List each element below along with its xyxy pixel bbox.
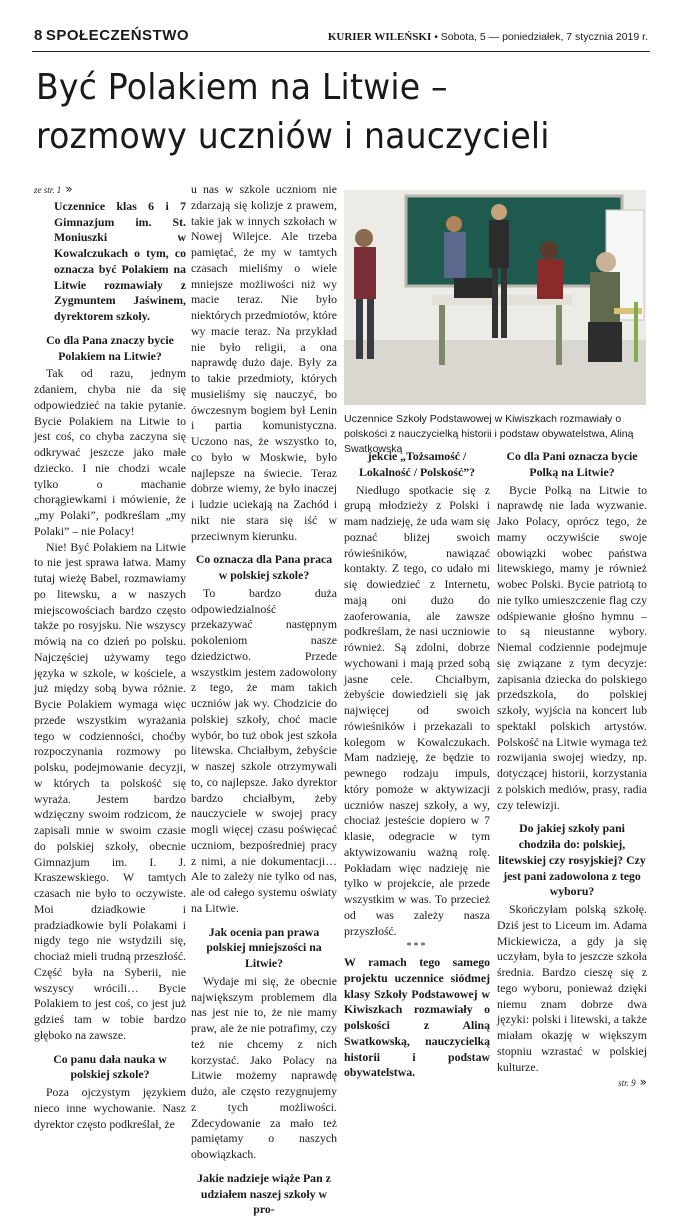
page-header: [34, 27, 648, 49]
section-name: SPOŁECZEŃSTWO: [45, 27, 190, 44]
header-rule: [32, 51, 650, 52]
paragraph: Skończyłam polską szkołę. Dziś jest to Liceum im. Adama Mickiewicza, a gdy ja się uczyłam, była to jeszcze szkoła średnia. Bardzo cieszę się z tego wyboru, ponieważ dzięki niemu znam dobrze dwa języki: polski i litewski, a także miałam okazję w większym stopniu wzrastać w polskiej kulturze.: [497, 902, 647, 1074]
paper-name: KURIER WILEŃSKI: [327, 31, 432, 43]
paragraph: To bardzo duża odpowiedzialność przekazywać następnym pokoleniom nasze dziedzictwo. Przede wszystkim jestem zadowolony z tego, że mam takich uczniów jak wy. Chodzicie do polskiej szkoły, choć macie wybór, bo tuż obok jest szkoła litewska. Chciałbym, żebyście w naszej szkole otrzymywali to, co najlepsze. Jako dyrektor bardzo chciałbym, żeby nauczyciele w swojej pracy mogli więcej czasu poświęcać uczniom, bezpośredniej pracy z nimi, a nie dokumentacji… Ale to zależy nie tylko od nas, ale od całego systemu oświaty na Litwie.: [191, 585, 337, 915]
photo-caption: Uczennice Szkoły Podstawowej w Kiwiszkach rozmawiały o polskości z nauczycielką historii i podstaw obywatelstwa, Aliną Swatkowską: [344, 413, 634, 455]
section-label: [34, 27, 189, 44]
continued-to-text: str. 9: [618, 1078, 636, 1089]
continued-from: [34, 182, 186, 199]
question-heading: Do jakiej szkoły pani chodziła do: polskiej, litewskiej czy rosyjskiej? Czy jest pani zadowolona z tego wyboru?: [498, 821, 646, 899]
headline-line-1: Być Polakiem na Litwie –: [36, 67, 448, 108]
classroom-photo: [344, 190, 646, 405]
question-heading: Co dla Pana znaczy bycie Polakiem na Litwie?: [46, 332, 174, 363]
paragraph: Wydaje mi się, że obecnie największym problemem dla nas jest nie to, że nie mamy praw, ale że nie potrafimy, czy też nie chcemy z nich korzystać. Jako Polacy na Litwie możemy naprawdę dużo, ale często rezygnujemy z tych możliwości. Zdecydowanie za mało też pamiętamy o naszych obowiązkach.: [191, 973, 337, 1161]
continued-from-text: ze str. 1: [34, 185, 62, 195]
chevron-right-icon: »: [65, 182, 73, 196]
paragraph: Bycie Polką na Litwie to naprawdę nie lada wyzwanie. Jako Polacy, oprócz tego, że mamy oczywiście swoje obowiązki wobec państwa litewskiego, mamy je również wobec Polski. Bycie patriotą to nie tylko umieszczenie flag czy odśpiewanie głośno hymnu – to są nieustanne wybory. Niemal codziennie podejmuje się związane z tym decyzje: zapisania dziecka do polskiego przedszkola, do polskiej szkoły, wyjścia na koncert lub spektakl polskich artystów. Polskość na Litwie wymaga też rozwijania swojej wiedzy, np. dotyczącej historii, korzystania z polskich mediów, prasy, radia czy telewizji.: [497, 482, 647, 812]
classroom-photo-illustration: [344, 190, 646, 405]
separator: ***: [406, 941, 428, 953]
issue-line: [328, 31, 648, 43]
paragraph: Poza ojczystym językiem nieco inne wychowanie. Nasz dyrektor często podkreślał, że: [34, 1085, 186, 1131]
headline: [36, 63, 606, 161]
article-column-4: [497, 449, 647, 1092]
paragraph: Niedługo spotkacie się z grupą młodzieży z Polski i mam nadzieję, że uda wam się poznać bliżej swoich rówieśników, nawiązać kontakty. Z tego, co udało mi się dowiedzieć z Internetu, mają oni dużo do zaoferowania, ale zawsze podkreślam, że nasi uczniowie również. Są zdolni, dobrze wychowani i mają przed sobą jasne cele. Chciałbym, żebyście dowiedzieli się jak najwięcej od swoich rówieśników i przekazali to kolegom w Kowalczukach. Mam nadzieję, że będzie to pewnego rodzaju impuls, który pomoże w aktywizacji uczniów naszej szkoły, a wy, chociaż jesteście dopiero w 7 klasie, odegracie w tym aktywizowaniu ważną rolę. Pokładam więc nadzieję nie tylko w projekcie, ale przede wszystkim w was. To przecież od was zależy nasza przyszłość.: [344, 482, 490, 938]
paragraph: u nas w szkole uczniom nie zdarzają się kolizje z prawem, takie jak w innych szkołach w Nowej Wilejce. Ale trzeba pamiętać, że my w tamtych czasach mieliśmy o wiele mniejsze możliwości niż wy macie teraz. Nie było niektórych przedmiotów, które wy macie teraz. Na przykład nie było religii, a ona naprawdę dużo daje. Były za to takie przedmioty, których musieliśmy się nauczyć, bo ówczesnym bogiem był Lenin i partia komunistyczna. Uczono nas, że wszystko to, co było w Moskwie, było najlepsze na świecie. Teraz dobrze wiemy, że było inaczej i ludzie uciekają na Zachód i nikt nie stara się iść w przeciwnym kierunku.: [191, 182, 337, 543]
article-column-2: [191, 182, 337, 1220]
paragraph: Tak od razu, jednym zdaniem, chyba nie da się odpowiedzieć na takie pytanie. Bycie Polakiem na Litwie to jest coś, co chyba zaczyna się odkrywać jeszcze jako małe dziecko. I nie chodzi wcale tylko o machanie chorągiewkami i mówienie, że „my Polaki”, podkreślam „my Polaki” – nie Polacy!: [34, 366, 186, 538]
question-heading: Co panu dała nauka w polskiej szkole?: [53, 1051, 167, 1082]
issue-date: • Sobota, 5 — poniedziałek, 7 stycznia 2019 r.: [434, 31, 648, 43]
question-heading: jekcie „Tożsamość / Lokalność / Polskość”?: [358, 449, 476, 479]
question-heading: Jak ocenia pan prawa polskiej mniejszości na Litwie?: [206, 924, 322, 970]
question-heading: Jakie nadzieje wiąże Pan z udziałem naszej szkoły w pro-: [197, 1170, 331, 1217]
headline-line-2: rozmowy uczniów i nauczycieli: [36, 116, 550, 157]
article-column-1: [34, 182, 186, 1132]
page-number: 8: [34, 27, 43, 44]
article-column-3: [344, 449, 490, 1081]
chevron-right-icon: »: [639, 1075, 647, 1090]
paragraph: Nie! Być Polakiem na Litwie to nie jest sprawa łatwa. Mamy tutaj wieżę Babel, rozmawiamy po litewsku, a w naszych miejscowościach bardzo często także po rosyjsku. Nie wszyscy mówią na co dzień po polsku. Najczęściej używamy tego języka w szkole, w kościele, a już między sobą bywa różnie. Bycie Polakiem wymaga więc przede wszystkim wyrażania tego w codzienności, choćby rozpoczynania rozmowy po polsku, podejmowanie decyzji, w których ta polskość się wyraża. Jestem bardzo wdzięczny swoim rodzicom, że zapisali mnie w swoim czasie do polskiej szkoły, obecnie Gimnazjum im. I. J. Kraszewskiego. W tamtych czasach nie było to oczywiste. Moi dziadkowie i pradziadkowie byli Polakami i nigdy tego nie wstydzili się, chociaż mieli trudną przeszłość. Część była na Syberii, nie wszyscy wrócili… Bycie Polakiem to jest coś, co jest już gdzieś tam w tobie bardzo głęboko na zawsze.: [34, 539, 186, 1042]
question-heading: Co oznacza dla Pana praca w polskiej szkole?: [195, 552, 333, 582]
question-heading: Co dla Pani oznacza bycie Polką na Litwie?: [506, 449, 638, 479]
continued-to: [497, 1075, 647, 1092]
second-interview-lead: W ramach tego samego projektu uczennice siódmej klasy Szkoły Podstawowej w Kiwiszkach rozmawiały o polskości z Aliną Swatkowską, nauczycielką historii i podstaw obywatelstwa.: [344, 955, 490, 1080]
article-lead: Uczennice klas 6 i 7 Gimnazjum im. St. Moniuszki w Kowalczukach o tym, co oznacza być Polakiem na Litwie rozmawiały z Zygmuntem Jaświnem, dyrektorem szkoły.: [54, 198, 186, 323]
